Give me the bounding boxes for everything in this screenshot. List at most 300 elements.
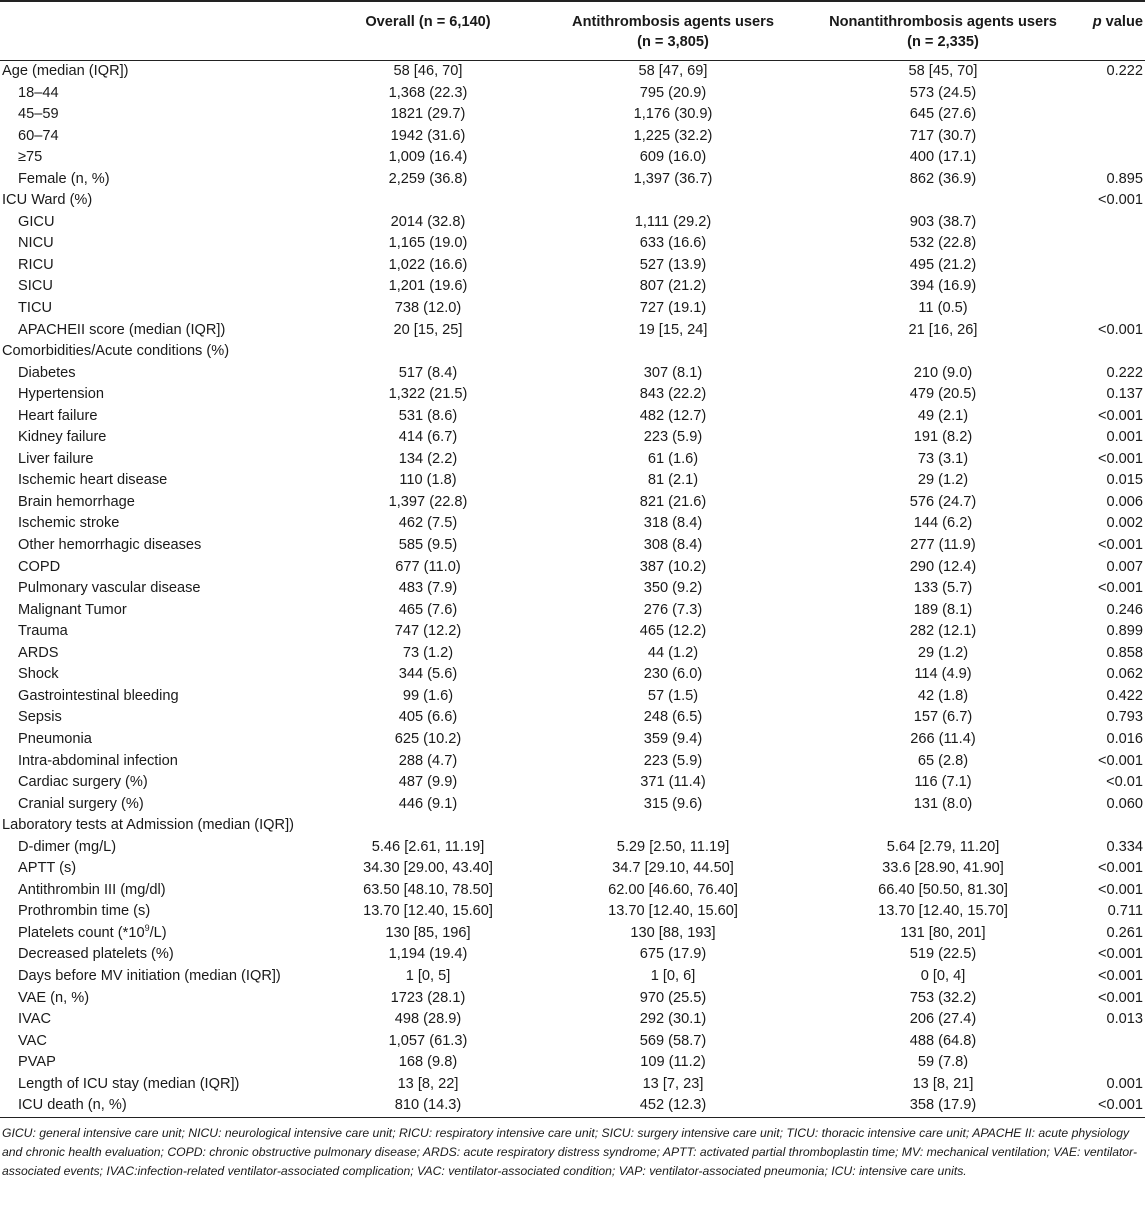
cell-overall: 34.30 [29.00, 43.40] [363,860,493,877]
cell-antithrombosis: 371 (11.4) [640,774,706,791]
cell-antithrombosis: 318 (8.4) [643,515,703,532]
cell-overall: 1942 (31.6) [390,127,466,144]
table-row [0,578,1145,600]
cell-nonantithrombosis: 29 (1.2) [917,644,969,661]
table-row [0,988,1145,1010]
row-label: Laboratory tests at Admission (median (IQR]) [2,817,294,834]
row-label: NICU [18,235,54,252]
cell-nonantithrombosis: 131 [80, 201] [900,924,986,941]
table-row [0,104,1145,126]
table-row [0,707,1145,729]
cell-nonantithrombosis: 49 (2.1) [917,407,969,424]
cell-antithrombosis: 248 (6.5) [643,709,703,726]
row-label: Cardiac surgery (%) [18,774,148,791]
cell-overall: 585 (9.5) [398,537,458,554]
cell-p-value: 0.222 [1106,364,1143,381]
cell-p-value [1078,815,1145,837]
row-label: Sepsis [18,709,62,726]
cell-nonantithrombosis: 394 (16.9) [909,278,977,295]
cell-overall: 446 (9.1) [398,795,458,812]
cell-overall: 738 (12.0) [394,300,462,317]
cell-overall: 625 (10.2) [394,730,462,747]
cell-nonantithrombosis: 189 (8.1) [913,601,973,618]
cell-nonantithrombosis [808,190,1078,212]
cell-p-value: <0.001 [1097,967,1143,984]
cell-nonantithrombosis: 191 (8.2) [913,429,973,446]
cell-overall: 1,165 (19.0) [388,235,468,252]
cell-overall: 1,194 (19.4) [388,946,468,963]
cell-overall: 2,259 (36.8) [388,170,468,187]
cell-nonantithrombosis: 717 (30.7) [909,127,977,144]
cell-nonantithrombosis: 210 (9.0) [913,364,973,381]
row-label: Ischemic heart disease [18,472,168,489]
header-nonantithrombosis-line2: (n = 2,335) [907,34,979,50]
cell-p-value [1078,212,1145,234]
cell-nonantithrombosis: 59 (7.8) [917,1054,969,1071]
cell-nonantithrombosis: 144 (6.2) [913,515,973,532]
cell-p-value: 0.246 [1106,601,1143,618]
cell-overall: 1,009 (16.4) [388,149,468,166]
cell-antithrombosis: 675 (17.9) [639,946,707,963]
cell-p-value: <0.001 [1078,1095,1145,1117]
cell-p-value: <0.001 [1097,989,1143,1006]
cell-antithrombosis: 633 (16.6) [639,235,707,252]
cell-overall: 810 (14.3) [318,1095,538,1117]
cell-nonantithrombosis: 29 (1.2) [917,472,969,489]
row-label: Liver failure [18,450,94,467]
cell-antithrombosis: 19 [15, 24] [638,321,708,338]
cell-antithrombosis [538,190,808,212]
header-p-italic: p [1092,14,1102,30]
cell-antithrombosis: 452 (12.3) [538,1095,808,1117]
table-row [0,600,1145,622]
cell-antithrombosis: 315 (9.6) [643,795,703,812]
cell-overall: 1,201 (19.6) [388,278,468,295]
header-p-value [1078,1,1145,61]
cell-p-value [1078,255,1145,277]
cell-antithrombosis: 292 (30.1) [639,1011,707,1028]
cell-antithrombosis: 465 (12.2) [639,623,707,640]
cell-p-value: <0.001 [1097,752,1143,769]
cell-p-value [1078,233,1145,255]
cell-nonantithrombosis: 645 (27.6) [909,106,977,123]
cell-antithrombosis: 57 (1.5) [647,687,699,704]
cell-antithrombosis: 527 (13.9) [639,256,707,273]
cell-nonantithrombosis: 532 (22.8) [909,235,977,252]
row-label: VAE (n, %) [18,989,90,1006]
cell-nonantithrombosis: 21 [16, 26] [908,321,978,338]
cell-antithrombosis: 223 (5.9) [643,752,703,769]
cell-antithrombosis: 223 (5.9) [643,429,703,446]
cell-antithrombosis: 230 (6.0) [643,666,703,683]
header-nonantithrombosis [808,1,1078,61]
row-label: Comorbidities/Acute conditions (%) [2,343,230,360]
row-label: TICU [18,300,53,317]
cell-nonantithrombosis: 133 (5.7) [913,580,973,597]
cell-nonantithrombosis: 519 (22.5) [909,946,977,963]
row-label: PVAP [18,1054,56,1071]
cell-p-value: 0.015 [1106,472,1143,489]
cell-nonantithrombosis: 5.64 [2.79, 11.20] [886,838,1000,855]
cell-p-value: <0.001 [1097,881,1143,898]
table-row [0,513,1145,535]
table-row [0,815,1145,837]
cell-p-value: <0.001 [1097,407,1143,424]
cell-overall: 110 (1.8) [399,472,457,489]
cell-p-value: <0.01 [1106,774,1143,791]
row-label: ARDS [18,644,59,661]
table-row [0,83,1145,105]
cell-antithrombosis: 34.7 [29.10, 44.50] [612,860,734,877]
cell-antithrombosis: 81 (2.1) [647,472,699,489]
cell-p-value: <0.001 [1097,946,1143,963]
cell-p-value: 0.334 [1106,838,1143,855]
cell-antithrombosis: 1 [0, 6] [650,967,696,984]
table-row [0,492,1145,514]
cell-nonantithrombosis: 862 (36.9) [909,170,977,187]
cell-nonantithrombosis [808,815,1078,837]
cell-overall: 344 (5.6) [398,666,458,683]
cell-overall: 517 (8.4) [398,364,458,381]
cell-p-value: 0.002 [1106,515,1143,532]
table-row [0,557,1145,579]
row-label: D-dimer (mg/L) [18,838,117,855]
cell-nonantithrombosis: 157 (6.7) [913,709,973,726]
table-row [0,944,1145,966]
table-footnote: GICU: general intensive care unit; NICU: neurological intensive care unit; RICU: respiratory intensive care unit; SICU: surgery intensive care unit; TICU: thoracic intensive care unit; APACHE II: acute physiology and chronic health evaluation; COPD: chronic obstructive pulmonary disease; ARDS: acute respiratory distress syndrome; APTT: activated partial thromboplastin time; MV: mechanical ventilation; VAE: ventilator-associated events; IVAC:infection-related ventilator-associated complication; VAC: ventilator-associated condition; VAP: ventilator-associated pneumonia; ICU: intensive care units. [2,1125,1138,1178]
header-antithrombosis-line2: (n = 3,805) [637,34,709,50]
row-label: Pneumonia [18,730,92,747]
table-row [0,406,1145,428]
row-label: Age (median (IQR]) [2,63,129,79]
table-row [0,233,1145,255]
row-label: Diabetes [18,364,76,381]
cell-overall: 58 [46, 70] [393,63,463,79]
cell-overall: 1,368 (22.3) [388,84,468,101]
cell-overall [318,341,538,363]
cell-overall: 498 (28.9) [394,1011,462,1028]
cell-antithrombosis: 58 [47, 69] [638,63,708,79]
cell-nonantithrombosis: 903 (38.7) [909,213,977,230]
cell-antithrombosis: 807 (21.2) [639,278,707,295]
cell-nonantithrombosis: 277 (11.9) [910,537,976,554]
cell-overall: 73 (1.2) [402,644,454,661]
table-row [0,858,1145,880]
header-nonantithrombosis-line1: Nonantithrombosis agents users [829,14,1057,30]
cell-overall: 462 (7.5) [398,515,458,532]
cell-antithrombosis: 482 (12.7) [639,407,707,424]
cell-p-value: 0.001 [1106,429,1143,446]
table-row [0,751,1145,773]
cell-antithrombosis: 308 (8.4) [643,537,703,554]
table-row [0,341,1145,363]
cell-overall: 5.46 [2.61, 11.19] [371,838,485,855]
cell-overall: 130 [85, 196] [385,924,471,941]
cell-nonantithrombosis: 495 (21.2) [909,256,977,273]
cell-p-value: 0.013 [1106,1011,1143,1028]
cell-overall: 747 (12.2) [394,623,462,640]
cell-overall: 2014 (32.8) [390,213,466,230]
cell-p-value: 0.895 [1106,170,1143,187]
table-row [0,923,1145,945]
cell-p-value: 0.007 [1106,558,1143,575]
cell-nonantithrombosis: 576 (24.7) [909,493,977,510]
cell-p-value [1078,147,1145,169]
table-row [0,298,1145,320]
table-header [0,1,1145,61]
table-row [0,1095,1145,1117]
table-row [0,363,1145,385]
cell-p-value [1078,276,1145,298]
row-label: Shock [18,666,59,683]
cell-antithrombosis: 359 (9.4) [643,730,703,747]
cell-antithrombosis: 1,397 (36.7) [633,170,713,187]
cell-nonantithrombosis: 66.40 [50.50, 81.30] [878,881,1008,898]
cell-antithrombosis: 44 (1.2) [647,644,699,661]
cell-nonantithrombosis: 13.70 [12.40, 15.70] [878,903,1008,920]
table-row [0,384,1145,406]
cell-antithrombosis: 727 (19.1) [639,300,707,317]
cell-nonantithrombosis: 58 [45, 70] [908,63,978,79]
cell-antithrombosis: 307 (8.1) [643,364,703,381]
header-antithrombosis-line1: Antithrombosis agents users [572,14,774,30]
table-row [0,966,1145,988]
cell-nonantithrombosis: 573 (24.5) [909,84,977,101]
table-row [0,190,1145,212]
cell-overall: 1723 (28.1) [390,989,466,1006]
cell-p-value [1078,1031,1145,1053]
row-label: Length of ICU stay (median (IQR]) [18,1075,240,1092]
cell-antithrombosis: 350 (9.2) [643,580,703,597]
cell-p-value: 0.858 [1106,644,1143,661]
cell-overall: 483 (7.9) [398,580,458,597]
cell-p-value: 0.016 [1106,730,1143,747]
cell-antithrombosis: 62.00 [46.60, 76.40] [608,881,738,898]
cell-antithrombosis: 843 (22.2) [639,386,707,403]
row-label: Days before MV initiation (median (IQR]) [18,967,281,984]
cell-antithrombosis: 1,111 (29.2) [634,213,712,230]
row-label: Pulmonary vascular disease [18,580,201,597]
header-variable [0,1,318,61]
row-label: ICU death (n, %) [0,1095,318,1117]
cell-overall: 1,322 (21.5) [388,386,468,403]
cell-nonantithrombosis: 0 [0, 4] [920,967,966,984]
table-row [0,276,1145,298]
cell-overall: 414 (6.7) [398,429,458,446]
row-label-text: Platelets count (*10 [18,924,145,941]
row-label: Intra-abdominal infection [18,752,178,769]
cell-overall: 487 (9.9) [398,774,458,791]
cell-overall [318,815,538,837]
cell-nonantithrombosis: 479 (20.5) [909,386,977,403]
table-row [0,126,1145,148]
cell-p-value: <0.001 [1097,192,1143,209]
row-label: Antithrombin III (mg/dl) [18,881,166,898]
table-body [0,61,1145,1118]
cell-nonantithrombosis: 114 (4.9) [914,666,972,683]
table-row [0,621,1145,643]
cell-p-value: 0.711 [1107,903,1143,920]
table-row [0,686,1145,708]
table-row [0,1031,1145,1053]
cell-overall: 99 (1.6) [402,687,454,704]
table-row [0,169,1145,191]
table-row [0,1009,1145,1031]
row-label: ≥75 [18,149,43,166]
cell-p-value [1078,341,1145,363]
cell-overall: 168 (9.8) [398,1054,458,1071]
table-row [0,664,1145,686]
cell-p-value [1078,83,1145,105]
cell-nonantithrombosis: 290 (12.4) [909,558,977,575]
cell-antithrombosis: 1,225 (32.2) [633,127,713,144]
row-label: RICU [18,256,54,273]
cell-p-value: 0.422 [1106,687,1143,704]
cell-antithrombosis: 13.70 [12.40, 15.60] [608,903,738,920]
cell-p-value: 0.062 [1106,666,1143,683]
row-label: ICU Ward (%) [2,192,93,209]
table-row [0,643,1145,665]
cell-nonantithrombosis: 753 (32.2) [909,989,977,1006]
table-row [0,837,1145,859]
row-label: Heart failure [18,407,98,424]
table-row [0,729,1145,751]
cell-overall: 531 (8.6) [398,407,458,424]
table-row [0,212,1145,234]
cell-nonantithrombosis: 33.6 [28.90, 41.90] [882,860,1004,877]
cell-nonantithrombosis: 13 [8, 21] [912,1075,974,1092]
cell-p-value: 0.137 [1106,386,1143,403]
header-overall-label: Overall (n = 6,140) [365,14,491,30]
cell-overall: 1,397 (22.8) [388,493,468,510]
cell-overall: 1,022 (16.6) [388,256,468,273]
cell-antithrombosis: 387 (10.2) [639,558,707,575]
table-row [0,772,1145,794]
row-label: IVAC [18,1011,51,1028]
table-row [0,427,1145,449]
table-row [0,901,1145,923]
cell-antithrombosis: 609 (16.0) [639,149,707,166]
cell-p-value: 0.899 [1106,623,1143,640]
cell-overall [318,190,538,212]
cell-p-value: <0.001 [1097,860,1143,877]
header-overall [318,1,538,61]
cell-nonantithrombosis: 206 (27.4) [909,1011,977,1028]
cell-overall: 1821 (29.7) [390,106,466,123]
cell-overall: 405 (6.6) [398,709,458,726]
row-label: Ischemic stroke [18,515,120,532]
row-label: Kidney failure [18,429,107,446]
cell-antithrombosis [538,341,808,363]
cell-overall: 20 [15, 25] [393,321,463,338]
cell-antithrombosis: 795 (20.9) [639,84,707,101]
cell-p-value: 0.261 [1106,924,1143,941]
cell-antithrombosis: 569 (58.7) [639,1032,707,1049]
row-label: Brain hemorrhage [18,493,135,510]
table-row [0,320,1145,342]
cell-p-value [1078,1052,1145,1074]
row-label: Gastrointestinal bleeding [18,687,179,704]
row-label: APACHEII score (median (IQR]) [18,321,226,338]
cell-p-value: 0.222 [1106,63,1143,79]
row-label-tail: /L) [149,924,167,941]
cell-antithrombosis: 970 (25.5) [639,989,707,1006]
row-label: Prothrombin time (s) [18,903,151,920]
table-row [0,1052,1145,1074]
cell-nonantithrombosis: 400 (17.1) [909,149,977,166]
cell-p-value: <0.001 [1097,321,1143,338]
cell-nonantithrombosis: 116 (7.1) [914,774,972,791]
row-label: Hypertension [18,386,104,403]
row-label: 45–59 [18,106,59,123]
header-value-text: value [1101,14,1143,30]
cell-antithrombosis: 5.29 [2.50, 11.19] [616,838,730,855]
cell-nonantithrombosis: 358 (17.9) [808,1095,1078,1117]
cell-antithrombosis: 821 (21.6) [639,493,707,510]
cell-p-value [1078,298,1145,320]
cell-antithrombosis: 61 (1.6) [647,450,699,467]
cell-p-value: <0.001 [1097,580,1143,597]
cell-nonantithrombosis: 282 (12.1) [909,623,977,640]
cell-nonantithrombosis: 266 (11.4) [910,730,976,747]
header-row [0,1,1145,61]
row-label: APTT (s) [18,860,77,877]
table-row [0,61,1145,83]
row-label [0,923,318,945]
cell-nonantithrombosis: 488 (64.8) [909,1032,977,1049]
row-label: 18–44 [18,84,59,101]
cell-antithrombosis: 1,176 (30.9) [633,106,713,123]
cell-p-value: 0.001 [1106,1075,1143,1092]
cell-p-value: <0.001 [1097,450,1143,467]
table-row [0,449,1145,471]
header-antithrombosis [538,1,808,61]
table-row [0,470,1145,492]
table-row [0,794,1145,816]
cell-overall: 1,057 (61.3) [388,1032,468,1049]
cell-nonantithrombosis: 73 (3.1) [917,450,969,467]
cell-antithrombosis [538,815,808,837]
cell-p-value: 0.006 [1106,493,1143,510]
row-label: Other hemorrhagic diseases [18,537,202,554]
cell-overall: 63.50 [48.10, 78.50] [363,881,493,898]
row-label: COPD [18,558,61,575]
row-label: SICU [18,278,53,295]
cell-p-value: 0.060 [1106,795,1143,812]
table-row [0,147,1145,169]
cell-overall: 13 [8, 22] [397,1075,459,1092]
table-row [0,1074,1145,1096]
table-row [0,880,1145,902]
cell-p-value [1078,126,1145,148]
cell-antithrombosis: 109 (11.2) [640,1054,706,1071]
cell-p-value: <0.001 [1097,537,1143,554]
cell-overall: 13.70 [12.40, 15.60] [363,903,493,920]
row-label: Cranial surgery (%) [18,795,144,812]
cell-p-value: 0.793 [1106,709,1143,726]
cell-overall: 288 (4.7) [398,752,458,769]
cell-antithrombosis: 276 (7.3) [643,601,703,618]
cell-overall: 677 (11.0) [395,558,461,575]
cell-overall: 134 (2.2) [398,450,458,467]
row-label-superscript: 9 [144,923,150,934]
cell-antithrombosis: 130 [88, 193] [630,924,716,941]
cell-nonantithrombosis: 11 (0.5) [918,300,968,317]
cell-p-value [1078,104,1145,126]
cell-nonantithrombosis: 131 (8.0) [913,795,973,812]
row-label: Trauma [18,623,68,640]
row-label: 60–74 [18,127,59,144]
